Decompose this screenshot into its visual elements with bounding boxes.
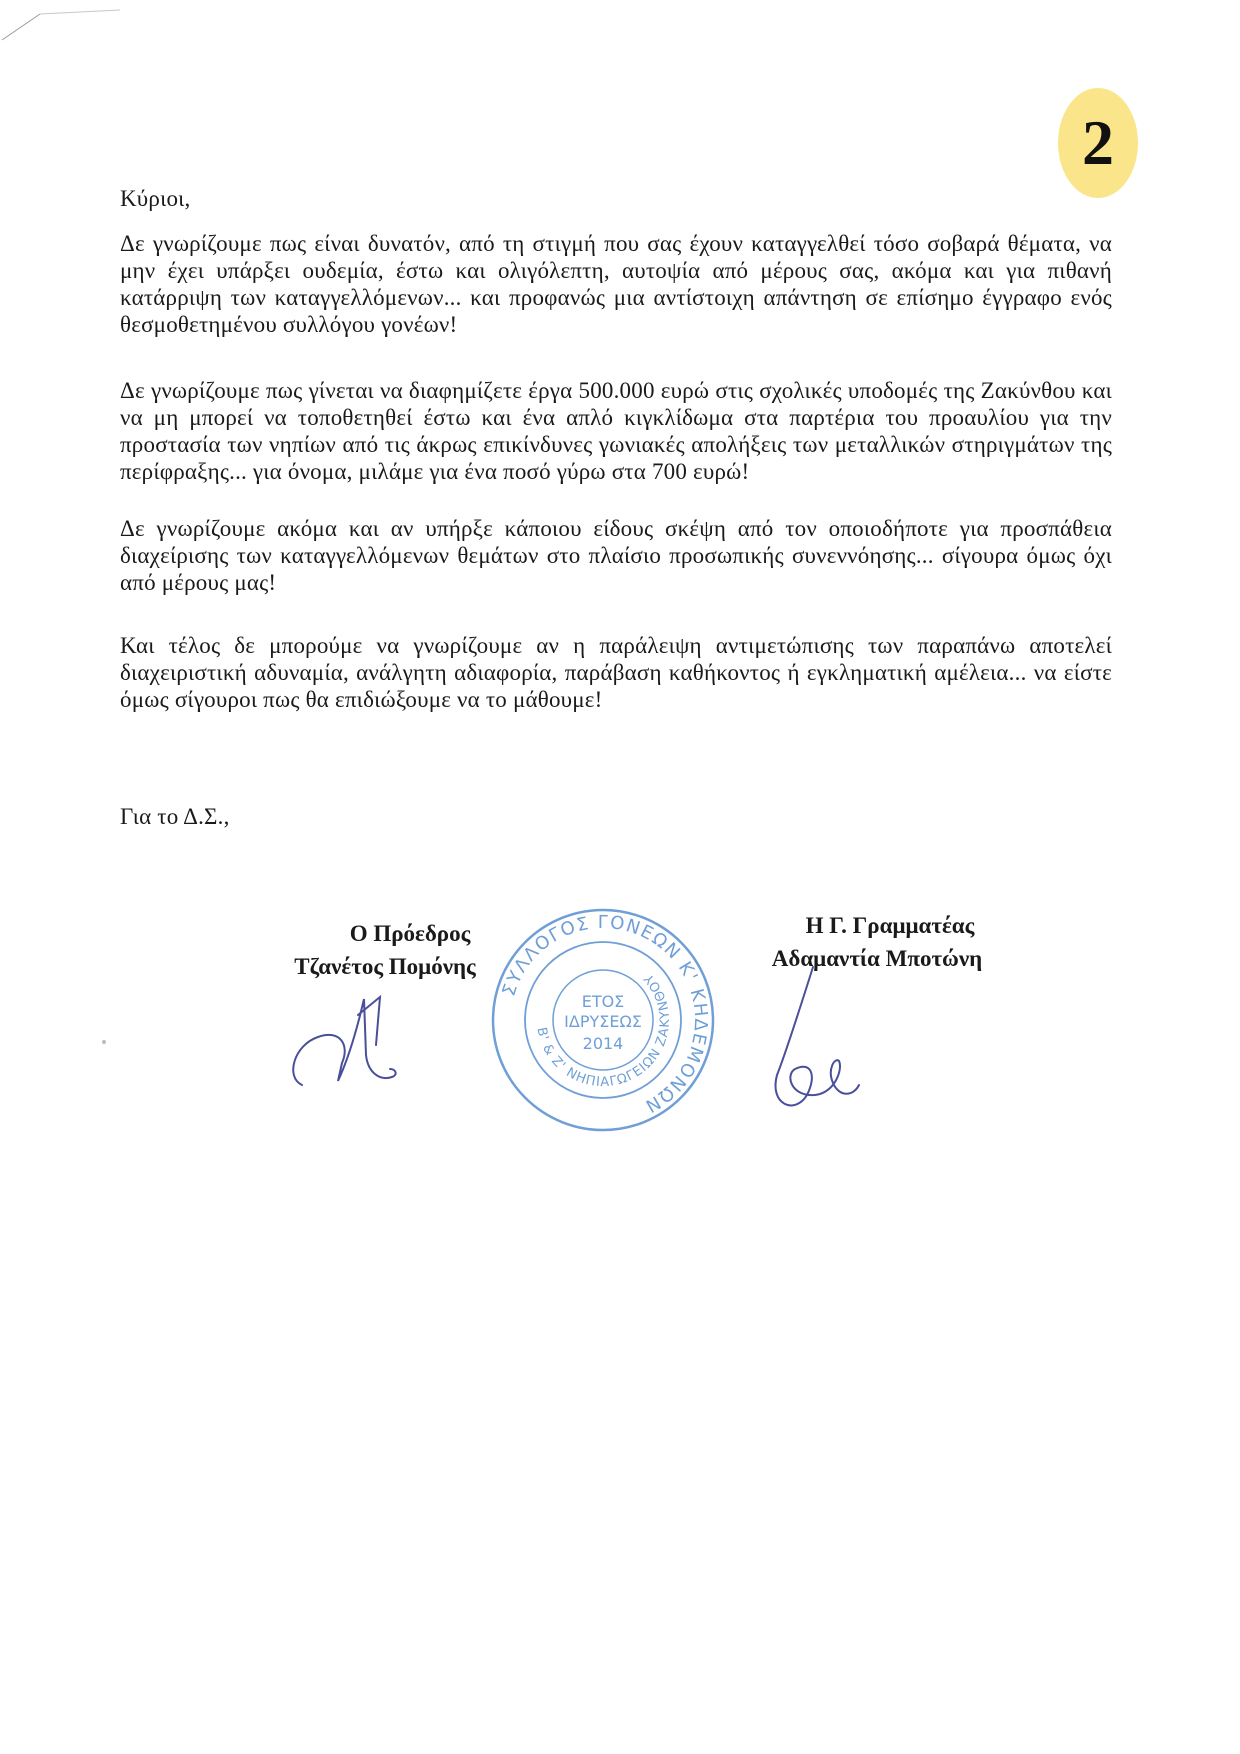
president-title: Ο Πρόεδρος bbox=[349, 921, 471, 946]
scan-corner-mark bbox=[0, 0, 130, 50]
closing-line: Για το Δ.Σ., bbox=[120, 804, 230, 829]
president-signature bbox=[280, 985, 410, 1095]
secretary-title: Η Γ. Γραμματέας bbox=[805, 913, 975, 938]
association-stamp bbox=[488, 905, 718, 1135]
paragraph-1: Δε γνωρίζουμε πως είναι δυνατόν, από τη στιγμή που σας έχουν καταγγελθεί τόσο σοβαρά θέματα, να μην έχει υπάρξει ουδεμία, έστω και ολιγόλεπτη, αυτοψία από μέρους σας, ακόμα και για πιθανή κατάρριψη των καταγγελλόμενων... και προφανώς μια αντίστοιχη απάντηση σε επίσημο έγγραφο ενός θεσμοθετημένου συλλόγου γονέων! bbox=[120, 231, 1112, 337]
paragraph-3: Δε γνωρίζουμε ακόμα και αν υπήρξε κάποιου είδους σκέψη από τον οποιοδήποτε για προσπάθεια διαχείρισης των καταγγελλόμενων θεμάτων στο πλαίσιο προσωπικής συνεννόησης... σίγουρα όμως όχι από μέρους μας! bbox=[120, 516, 1112, 595]
salutation: Κύριοι, bbox=[120, 186, 191, 211]
president-name: Τζανέτος Πομόνης bbox=[294, 954, 476, 979]
stamp-center-line-2: ΙΔΡΥΣΕΩΣ bbox=[564, 1012, 642, 1031]
stamp-inner-text: Β' & Ζ' ΝΗΠΙΑΓΩΓΕΙΩΝ ΖΑΚΥΝΘΟΥ bbox=[533, 969, 674, 1091]
paragraph-4: Και τέλος δε μπορούμε να γνωρίζουμε αν η παράλειψη αντιμετώπισης των παραπάνω αποτελεί διαχειριστική αδυναμία, ανάλγητη αδιαφορία, παράβαση καθήκοντος ή εγκληματική αμέλεια... να είστε όμως σίγουροι πως θα επιδιώξουμε να το μάθουμε! bbox=[120, 633, 1112, 712]
stamp-center-line-3: 2014 bbox=[582, 1034, 624, 1053]
page-number-badge: 2 bbox=[1058, 88, 1138, 198]
secretary-signature bbox=[755, 965, 875, 1135]
stamp-outer-text: ΣΥΛΛΟΓΟΣ ΓΟΝΕΩΝ Κ' ΚΗΔΕΜΟΝΩΝ bbox=[498, 911, 712, 1117]
stamp-center-line-1: ΕΤΟΣ bbox=[581, 992, 625, 1011]
scan-speck bbox=[102, 1040, 106, 1044]
paragraph-2: Δε γνωρίζουμε πως γίνεται να διαφημίζετε έργα 500.000 ευρώ στις σχολικές υποδομές της Ζακύνθου και να μη μπορεί να τοποθετηθεί έστω και ένα απλό κιγκλίδωμα στα παρτέρια του προαυλίου για την προστασία των νηπίων από τις άκρως επικίνδυνες γωνιακές απολήξεις των μεταλλικών στηριγμάτων της περίφραξης... για όνομα, μιλάμε για ένα ποσό γύρω στα 700 ευρώ! bbox=[120, 378, 1112, 484]
secretary-name: Αδαμαντία Μποτώνη bbox=[771, 946, 983, 971]
